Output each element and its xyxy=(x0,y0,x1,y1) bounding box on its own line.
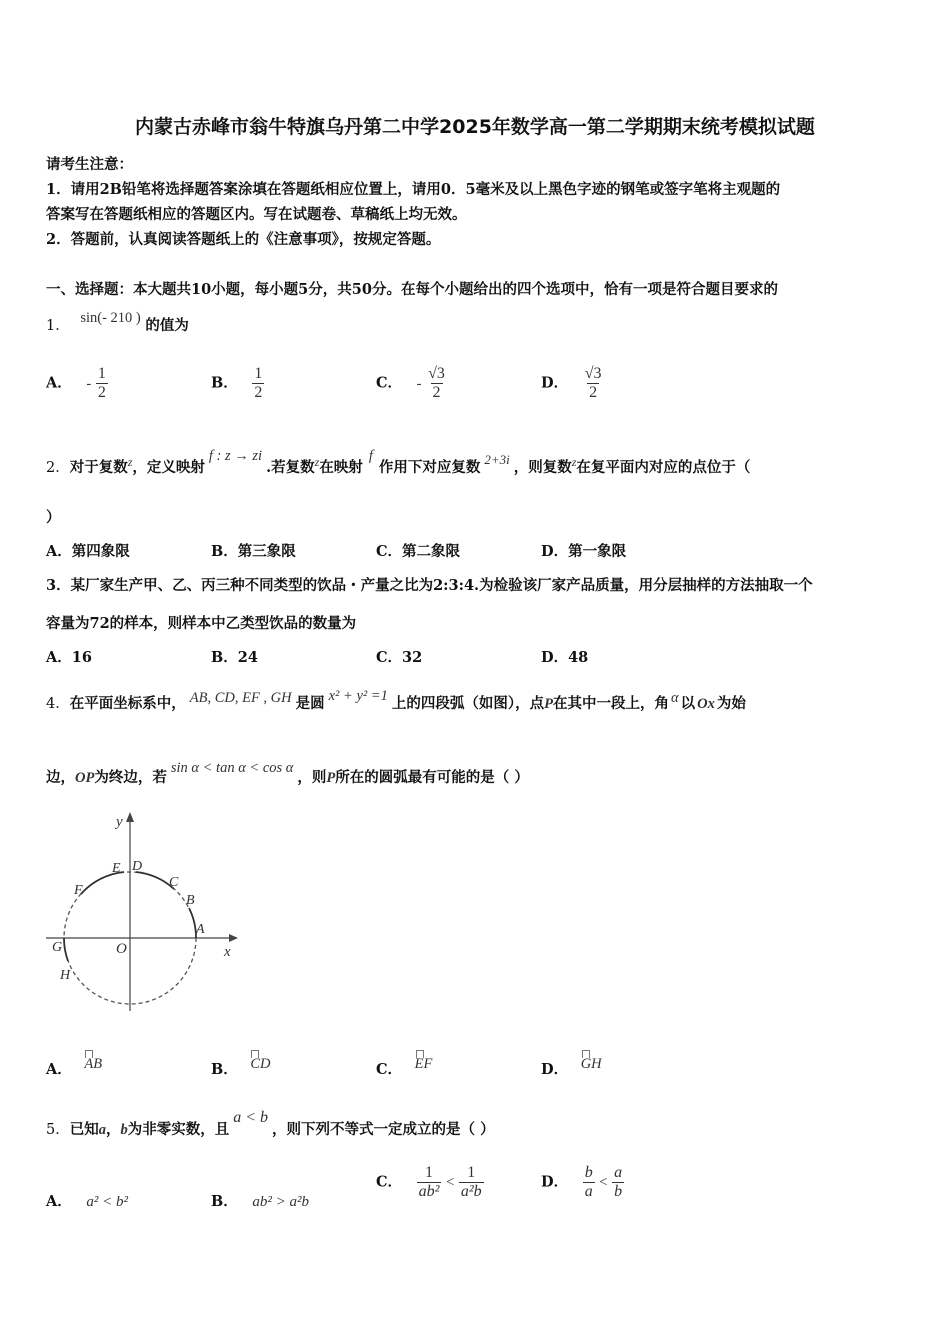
q5-option-c[interactable] xyxy=(376,1164,484,1201)
q1-d-num: √3 xyxy=(584,365,602,382)
q1-option-d-label: D． xyxy=(541,374,569,392)
q3-option-b[interactable]: B．24 xyxy=(211,649,258,666)
q4-text-9: ，则 xyxy=(297,769,327,786)
q2-text-5: 作用下对应复数 xyxy=(378,459,481,476)
q4-inequality: sin α < tan α < cos α xyxy=(170,760,294,776)
x-axis-arrow-icon xyxy=(229,934,238,942)
fig-label-g: G xyxy=(52,940,63,955)
q1-d-den: 2 xyxy=(589,384,598,401)
q4-text-7: 边， xyxy=(46,769,75,786)
fig-label-y: y xyxy=(116,814,123,830)
q1-option-c-label: C． xyxy=(376,374,403,392)
section-1-heading: 一、选择题：本大题共10小题，每小题5分，共50分。在每个小题给出的四个选项中，恰有一项是符合题目要求的 xyxy=(46,281,778,298)
q1-c-neg: - xyxy=(416,375,422,392)
notice-line-2: 答案写在答题纸相应的答题区内。写在试题卷、草稿纸上均无效。 xyxy=(46,206,467,223)
q4-option-a-label: A． xyxy=(46,1061,72,1078)
q5-c-num-2: 1 xyxy=(467,1164,476,1181)
arc-ab xyxy=(189,908,196,938)
q4-option-c[interactable] xyxy=(376,1058,432,1079)
q2-option-a[interactable]: A．第四象限 xyxy=(46,543,130,560)
q4-option-d-label: D． xyxy=(541,1061,569,1078)
notice-line-3: 2．答题前，认真阅读答题纸上的《注意事项》，按规定答题。 xyxy=(46,231,441,248)
q4-ox: Ox xyxy=(697,696,715,712)
q5-text-3: ，则下列不等式一定成立的是（ ） xyxy=(272,1121,495,1138)
q1-expression: sin(- 210 ) xyxy=(80,310,141,326)
q4-text-5: 以 xyxy=(680,695,696,712)
q4-alpha: α xyxy=(671,690,679,706)
q5-number: 5． xyxy=(46,1122,70,1138)
q4-p-2: P xyxy=(326,770,336,786)
q4-text-6: 为始 xyxy=(716,695,746,712)
q1-a-neg: - xyxy=(86,375,92,392)
q4-option-a[interactable] xyxy=(46,1058,102,1079)
q4-text-3: 上的四段弧（如图），点 xyxy=(391,695,545,712)
q5-option-b[interactable] xyxy=(211,1190,309,1211)
q2-w: 2+3i xyxy=(484,452,510,467)
q5-d-den-1: a xyxy=(584,1183,593,1200)
q1-a-den: 2 xyxy=(97,384,106,401)
q2-closing-paren: ） xyxy=(46,509,61,526)
q4-option-a-value: AB xyxy=(84,1056,103,1072)
question-4 xyxy=(46,688,746,713)
q2-z-3: z xyxy=(571,455,577,469)
q5-option-a-value: a² < b² xyxy=(86,1194,128,1210)
q5-text-1: 已知 xyxy=(69,1121,99,1138)
fig-label-e: E xyxy=(112,861,121,876)
q4-option-d-value: GH xyxy=(580,1056,602,1072)
q5-option-a[interactable] xyxy=(46,1190,128,1211)
q5-condition: a < b xyxy=(233,1109,269,1126)
q5-option-d-label: D． xyxy=(541,1173,569,1191)
q2-map: f : z → zi xyxy=(208,448,263,464)
q2-text-7: 在复平面内对应的点位于（ xyxy=(576,459,751,476)
q2-option-c[interactable]: C．第二象限 xyxy=(376,543,461,560)
q4-circle-figure xyxy=(46,806,246,1016)
q4-text-8: 为终边，若 xyxy=(94,769,167,786)
q4-text-2: 是圆 xyxy=(295,695,325,712)
q3-option-d[interactable]: D．48 xyxy=(541,649,589,666)
q3-line-1: 3．某厂家生产甲、乙、丙三种不同类型的饮品・产量之比为2:3:4.为检验该厂家产品质量，用分层抽样的方法抽取一个 xyxy=(46,577,813,594)
q2-text-1: 对于复数 xyxy=(69,459,128,476)
q4-text-1: 在平面坐标系中， xyxy=(69,695,186,712)
q5-comma: ， xyxy=(105,1121,121,1138)
q2-text-3: .若复数 xyxy=(266,459,315,476)
q2-text-6: ，则复数 xyxy=(513,459,572,476)
q2-number: 2． xyxy=(46,460,70,476)
q3-option-c[interactable]: C．32 xyxy=(376,649,423,666)
q4-circle-eq: x² + y² =1 xyxy=(328,688,388,704)
q4-number: 4． xyxy=(46,696,70,712)
q1-text: 的值为 xyxy=(145,317,189,334)
q1-a-num: 1 xyxy=(97,365,106,382)
q5-b: b xyxy=(120,1122,128,1138)
q1-option-a-label: A． xyxy=(46,374,72,392)
q4-text-4: 在其中一段上，角 xyxy=(553,695,669,712)
q1-b-num: 1 xyxy=(254,365,263,382)
q1-option-a[interactable] xyxy=(46,365,108,402)
fig-label-o: O xyxy=(116,941,127,957)
q1-option-b[interactable] xyxy=(211,365,264,402)
q1-option-d[interactable] xyxy=(541,365,603,402)
question-1 xyxy=(46,310,189,335)
q4-arcs: AB, CD, EF , GH xyxy=(189,690,292,706)
fig-label-b: B xyxy=(186,893,195,908)
q5-text-2: 为非零实数，且 xyxy=(127,1121,230,1138)
fig-label-h: H xyxy=(60,968,71,983)
q1-c-num: √3 xyxy=(428,365,445,382)
q5-c-lt: < xyxy=(446,1174,455,1191)
q2-z-1: z xyxy=(127,455,133,469)
q1-c-den: 2 xyxy=(432,384,441,401)
q5-c-num-1: 1 xyxy=(425,1164,434,1181)
q1-b-den: 2 xyxy=(254,384,263,401)
q2-option-d[interactable]: D．第一象限 xyxy=(541,543,627,560)
q4-option-c-label: C． xyxy=(376,1061,403,1078)
q5-d-den-2: b xyxy=(614,1183,623,1200)
q4-text-10: 所在的圆弧最有可能的是（ ） xyxy=(335,769,529,786)
q5-d-num-1: b xyxy=(584,1164,593,1181)
notice-heading: 请考生注意： xyxy=(46,156,133,173)
q2-text-2: ，定义映射 xyxy=(132,459,205,476)
q4-line-2 xyxy=(46,760,529,787)
q5-d-num-2: a xyxy=(614,1164,623,1181)
q4-option-c-value: EF xyxy=(414,1056,433,1072)
q4-option-b-value: CD xyxy=(250,1056,271,1072)
fig-label-d: D xyxy=(132,859,143,874)
q4-p-1: P xyxy=(544,696,553,712)
q2-text-4: 在映射 xyxy=(319,459,363,476)
q5-option-b-label: B． xyxy=(211,1193,238,1210)
y-axis-arrow-icon xyxy=(126,812,134,822)
q1-number: 1． xyxy=(46,318,70,334)
fig-label-f: F xyxy=(74,883,83,898)
q5-d-lt: < xyxy=(599,1174,608,1191)
q1-option-b-label: B． xyxy=(211,374,238,392)
q3-line-2: 容量为72的样本，则样本中乙类型饮品的数量为 xyxy=(46,615,357,632)
q5-c-den-2: a²b xyxy=(460,1183,482,1200)
q2-option-b[interactable]: B．第三象限 xyxy=(211,543,296,560)
notice-line-1: 1．请用2B铅笔将选择题答案涂填在答题纸相应位置上，请用0．5毫米及以上黑色字迹的钢笔或签字笔将主观题的 xyxy=(46,181,781,198)
question-2 xyxy=(46,448,751,477)
question-5 xyxy=(46,1109,495,1139)
q5-option-a-label: A． xyxy=(46,1193,72,1210)
q5-option-c-label: C． xyxy=(376,1173,403,1191)
q4-option-b-label: B． xyxy=(211,1061,238,1078)
q2-z-2: z xyxy=(314,455,320,469)
fig-label-x: x xyxy=(224,944,231,960)
q5-a: a xyxy=(98,1122,106,1138)
page-title: 内蒙古赤峰市翁牛特旗乌丹第二中学2025年数学高一第二学期期末统考模拟试题 xyxy=(135,116,815,138)
fig-label-a: A xyxy=(196,922,205,937)
q4-option-d[interactable] xyxy=(541,1058,602,1079)
q5-c-den-1: ab² xyxy=(418,1183,440,1200)
arc-gh xyxy=(64,938,68,961)
q5-option-d[interactable] xyxy=(541,1164,624,1201)
q3-option-a[interactable]: A．16 xyxy=(46,649,92,666)
q4-option-b[interactable] xyxy=(211,1058,271,1079)
q2-f: f xyxy=(368,448,373,464)
fig-label-c: C xyxy=(169,875,179,890)
q4-op: OP xyxy=(75,770,95,786)
q1-option-c[interactable] xyxy=(376,365,447,402)
q5-option-b-value: ab² > a²b xyxy=(252,1194,309,1210)
